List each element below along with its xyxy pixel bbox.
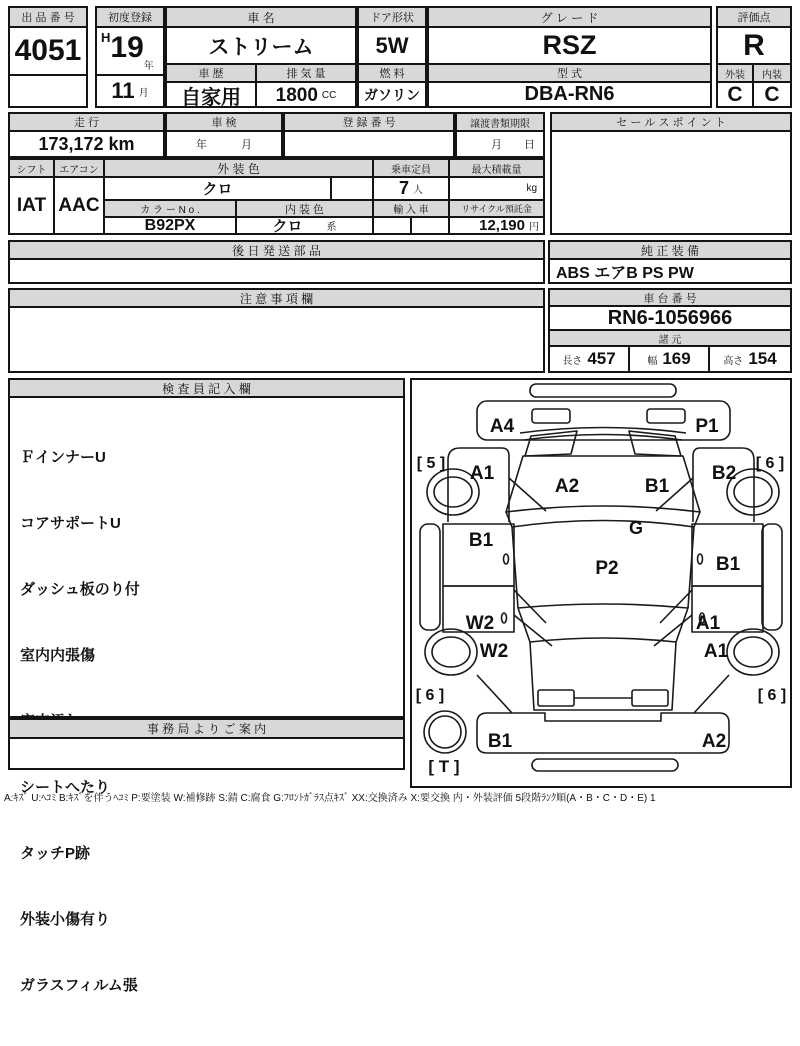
model-code-label: 型 式 xyxy=(429,65,710,83)
damage-right-quarter: A1 xyxy=(703,641,729,662)
dimensions-label: 諸 元 xyxy=(550,331,790,347)
era-letter: H xyxy=(101,30,111,45)
dimension-length xyxy=(550,347,630,371)
capacity-label: 乗車定員 xyxy=(374,160,450,178)
damage-left-rear-door: W2 xyxy=(465,613,495,634)
aircon-value: AAC xyxy=(55,178,105,233)
transfer-month-unit: 月 xyxy=(491,139,502,151)
damage-rear-right-tire: [ 6 ] xyxy=(757,687,787,704)
grade-value: RSZ xyxy=(429,28,710,65)
interior-score-value: C xyxy=(764,83,780,106)
inspection-month-unit: 月 xyxy=(241,139,252,151)
recycle-number: 12,190 xyxy=(479,218,525,233)
later-parts-box xyxy=(8,240,545,284)
footer-legend: A:ｷｽﾞ U:ﾍｺﾐ B:ｷｽﾞを伴うﾍｺﾐ P:要塗装 W:補修跡 S:錆 C:腐食 G:ﾌﾛﾝﾄｶﾞﾗｽ点ｷｽﾞ XX:交換済み X:要交換 内・外装評価 5段階ﾗﾝｸ順(A・B・C・D・E) 1 xyxy=(4,793,656,804)
inspector-notes-label: 検 査 員 記 入 欄 xyxy=(10,380,403,398)
damage-rear-bumper-left: B1 xyxy=(487,731,513,752)
import-car-value xyxy=(374,218,412,233)
inspection-year-unit: 年 xyxy=(196,139,207,151)
import-car-value-2 xyxy=(412,218,450,233)
damage-hood-left: A2 xyxy=(554,476,580,497)
score-value: R xyxy=(718,28,790,65)
office-info-box xyxy=(8,718,405,770)
shift-value: IAT xyxy=(10,178,55,233)
grade-box xyxy=(427,6,712,108)
registration-number-value xyxy=(285,132,453,156)
sales-point-label: セ ー ル ス ポ イ ン ト xyxy=(552,114,790,132)
office-info-label: 事 務 局 よ り ご 案 内 xyxy=(10,720,403,739)
equipment-value: ABS エアB PS PW xyxy=(556,264,694,282)
transfer-deadline-label: 譲渡書類期限 xyxy=(457,114,543,132)
inspection-value xyxy=(167,132,281,156)
interior-score-label: 内装 xyxy=(754,65,790,83)
damage-diagram-box xyxy=(410,378,792,788)
displacement-number: 1800 xyxy=(275,84,318,106)
recycle-deposit-value xyxy=(450,218,543,233)
capacity-unit: 人 xyxy=(413,185,423,196)
damage-front-left-tire: [ 5 ] xyxy=(416,455,446,472)
inspection-box xyxy=(165,112,283,158)
door-shape-value: 5W xyxy=(359,28,425,65)
recycle-unit: 円 xyxy=(529,222,539,233)
lot-number-box xyxy=(8,6,88,108)
caution-box xyxy=(8,288,545,373)
year-value: 19 xyxy=(110,31,144,64)
max-load-unit: kg xyxy=(526,183,537,194)
first-registration-year xyxy=(97,28,163,76)
exterior-score-value: C xyxy=(718,83,754,106)
month-unit: 月 xyxy=(138,87,149,99)
damage-rear-left-tire: [ 6 ] xyxy=(415,687,445,704)
fuel-label: 燃 料 xyxy=(359,65,425,83)
damage-hood-right: B1 xyxy=(644,476,670,497)
history-label: 車 歴 xyxy=(167,65,257,83)
color-no-label: カ ラ ー N o . xyxy=(105,201,237,218)
chassis-box xyxy=(548,288,792,373)
mileage-label: 走 行 xyxy=(10,114,163,132)
first-registration-month xyxy=(97,76,163,106)
damage-rear-bumper-right: A2 xyxy=(701,731,727,752)
later-parts-value xyxy=(10,260,543,282)
damage-front-bumper-right: P1 xyxy=(695,416,719,437)
equipment-label: 純 正 装 備 xyxy=(550,242,790,260)
damage-front-right-fender: B2 xyxy=(711,463,737,484)
mileage-value: 173,172 km xyxy=(38,133,135,154)
equipment-box xyxy=(548,240,792,284)
damage-front-bumper-left: A4 xyxy=(489,416,515,437)
interior-color-label: 内 装 色 xyxy=(237,201,374,218)
sales-point-box xyxy=(550,112,792,235)
length-value: 457 xyxy=(587,349,616,368)
history-value: 自家用 xyxy=(167,83,257,108)
exterior-color-value: クロ xyxy=(105,178,332,201)
office-info-value xyxy=(10,739,403,768)
exterior-color-extra-cell xyxy=(332,178,374,201)
sales-point-value xyxy=(552,132,790,233)
first-registration-label: 初度登録 xyxy=(97,8,163,28)
dimension-height xyxy=(710,347,790,371)
month-value: 11 xyxy=(111,78,135,103)
score-box xyxy=(716,6,792,108)
damage-windshield: G xyxy=(628,518,644,538)
score-label: 評価点 xyxy=(718,8,790,28)
damage-roof: P2 xyxy=(595,558,619,579)
length-label: 長さ xyxy=(562,355,583,367)
width-value: 169 xyxy=(662,349,691,368)
damage-front-right-tire: [ 6 ] xyxy=(755,455,785,472)
fuel-value: ガソリン xyxy=(364,86,420,103)
capacity-number: 7 xyxy=(398,178,409,198)
displacement-value xyxy=(257,83,355,108)
height-value: 154 xyxy=(748,349,777,368)
car-name-value: ストリーム xyxy=(167,28,355,65)
lot-number-value: 4051 xyxy=(10,28,86,76)
car-name-box xyxy=(165,6,357,108)
door-shape-label: ドア形状 xyxy=(359,8,425,28)
vehicle-detail-grid xyxy=(8,158,545,235)
transfer-deadline-value xyxy=(457,132,543,156)
height-label: 高さ xyxy=(723,355,744,367)
caution-label: 注 意 事 項 欄 xyxy=(10,290,543,308)
interior-color-suffix: 系 xyxy=(326,222,337,233)
dimension-width xyxy=(630,347,710,371)
inspection-label: 車 検 xyxy=(167,114,281,132)
damage-right-rear-door: A1 xyxy=(695,613,721,634)
recycle-deposit-label: リサイクル預託金 xyxy=(450,201,543,218)
transfer-day-unit: 日 xyxy=(524,139,535,151)
shift-label: シフト xyxy=(10,160,55,178)
damage-front-left-fender: A1 xyxy=(469,463,495,484)
door-shape-box xyxy=(357,6,427,108)
capacity-value xyxy=(374,178,450,201)
chassis-label: 車 台 番 号 xyxy=(550,290,790,307)
inspector-note-item: ガラスフィルム張 xyxy=(20,977,138,994)
inspector-note-item: ダッシュ板のり付 xyxy=(20,581,140,598)
model-code-value: DBA-RN6 xyxy=(524,83,615,105)
car-damage-diagram xyxy=(412,380,790,786)
inspector-note-item: タッチP跡 xyxy=(20,845,91,862)
inspector-note-item: 室内内張傷 xyxy=(20,647,96,664)
exterior-score-label: 外装 xyxy=(718,65,754,83)
aircon-label: エアコン xyxy=(55,160,105,178)
registration-number-box xyxy=(283,112,455,158)
damage-spare-tire: [ T ] xyxy=(428,757,460,776)
import-car-label: 輸 入 車 xyxy=(374,201,450,218)
inspector-note-item: コアサポートU xyxy=(20,515,121,532)
displacement-unit: CC xyxy=(321,90,337,101)
year-unit: 年 xyxy=(143,61,154,72)
interior-color-value xyxy=(237,218,374,233)
registration-number-label: 登 録 番 号 xyxy=(285,114,453,132)
max-load-label: 最大積載量 xyxy=(450,160,543,178)
mileage-box xyxy=(8,112,165,158)
chassis-value: RN6-1056966 xyxy=(550,307,790,331)
lot-number-empty xyxy=(10,76,86,104)
first-registration-box xyxy=(95,6,165,108)
transfer-deadline-box xyxy=(455,112,545,158)
exterior-color-label: 外 装 色 xyxy=(105,160,374,178)
caution-value xyxy=(10,308,543,371)
inspector-note-item: 外装小傷有り xyxy=(20,911,111,928)
displacement-label: 排 気 量 xyxy=(257,65,355,83)
width-label: 幅 xyxy=(647,355,658,367)
damage-left-front-door: B1 xyxy=(468,530,494,551)
damage-right-front-door: B1 xyxy=(715,554,741,575)
inspector-note-item: ＦインナーU xyxy=(20,449,106,466)
car-name-label: 車 名 xyxy=(167,8,355,28)
max-load-value xyxy=(450,178,543,201)
later-parts-label: 後 日 発 送 部 品 xyxy=(10,242,543,260)
lot-number-label: 出 品 番 号 xyxy=(10,8,86,28)
grade-label: グ レ ー ド xyxy=(429,8,710,28)
inspector-note-item: シートへたり xyxy=(20,779,111,796)
damage-left-quarter: W2 xyxy=(479,641,509,662)
interior-color-name: クロ xyxy=(272,218,303,233)
damage-labels xyxy=(416,416,786,776)
color-no-value: B92PX xyxy=(105,218,237,233)
